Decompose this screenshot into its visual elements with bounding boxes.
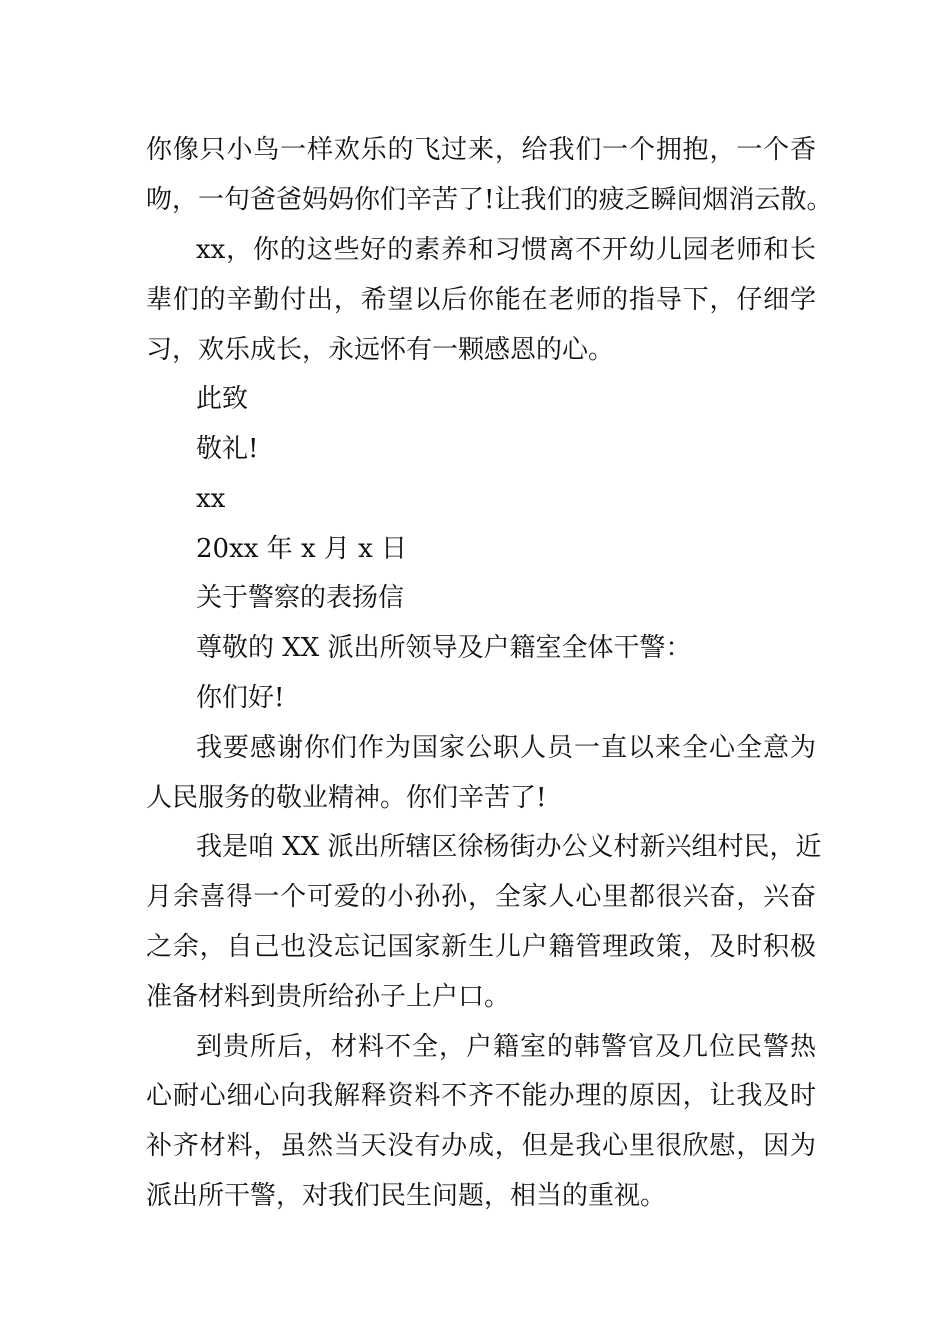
text-line: 人民服务的敬业精神。你们辛苦了!	[146, 783, 547, 813]
signature-name: xx	[196, 484, 226, 514]
text-line: 派出所干警，对我们民生问题，相当的重视。	[146, 1181, 667, 1211]
letter-hello: 你们好!	[196, 683, 285, 713]
text-line: xx，你的这些好的素养和习惯离不开幼儿园老师和长	[196, 235, 816, 265]
closing-phrase: 此致	[196, 384, 249, 414]
text-line: 吻，一句爸爸妈妈你们辛苦了!让我们的疲乏瞬间烟消云散。	[146, 185, 833, 215]
letter-greeting: 尊敬的 XX 派出所领导及户籍室全体干警：	[196, 633, 692, 663]
text-line: 习，欢乐成长，永远怀有一颗感恩的心。	[146, 335, 615, 365]
letter-date: 20xx 年 x 月 x 日	[196, 534, 408, 564]
text-line: 之余，自己也没忘记国家新生儿户籍管理政策，及时积极	[146, 932, 816, 962]
text-line: 你像只小鸟一样欢乐的飞过来，给我们一个拥抱，一个香	[146, 135, 816, 165]
section-title: 关于警察的表扬信	[196, 583, 405, 613]
text-line: 我要感谢你们作为国家公职人员一直以来全心全意为	[196, 733, 816, 763]
salutation-closing: 敬礼!	[196, 434, 259, 464]
text-line: 月余喜得一个可爱的小孙孙，全家人心里都很兴奋，兴奋	[146, 882, 816, 912]
text-line: 补齐材料，虽然当天没有办成，但是我心里很欣慰，因为	[146, 1131, 816, 1161]
text-line: 到贵所后，材料不全，户籍室的韩警官及几位民警热	[196, 1032, 816, 1062]
text-line: 辈们的辛勤付出，希望以后你能在老师的指导下，仔细学	[146, 285, 816, 315]
text-line: 我是咱 XX 派出所辖区徐杨街办公义村新兴组村民，近	[196, 832, 822, 862]
text-line: 准备材料到贵所给孙子上户口。	[146, 982, 511, 1012]
text-line: 心耐心细心向我解释资料不齐不能办理的原因，让我及时	[146, 1081, 816, 1111]
